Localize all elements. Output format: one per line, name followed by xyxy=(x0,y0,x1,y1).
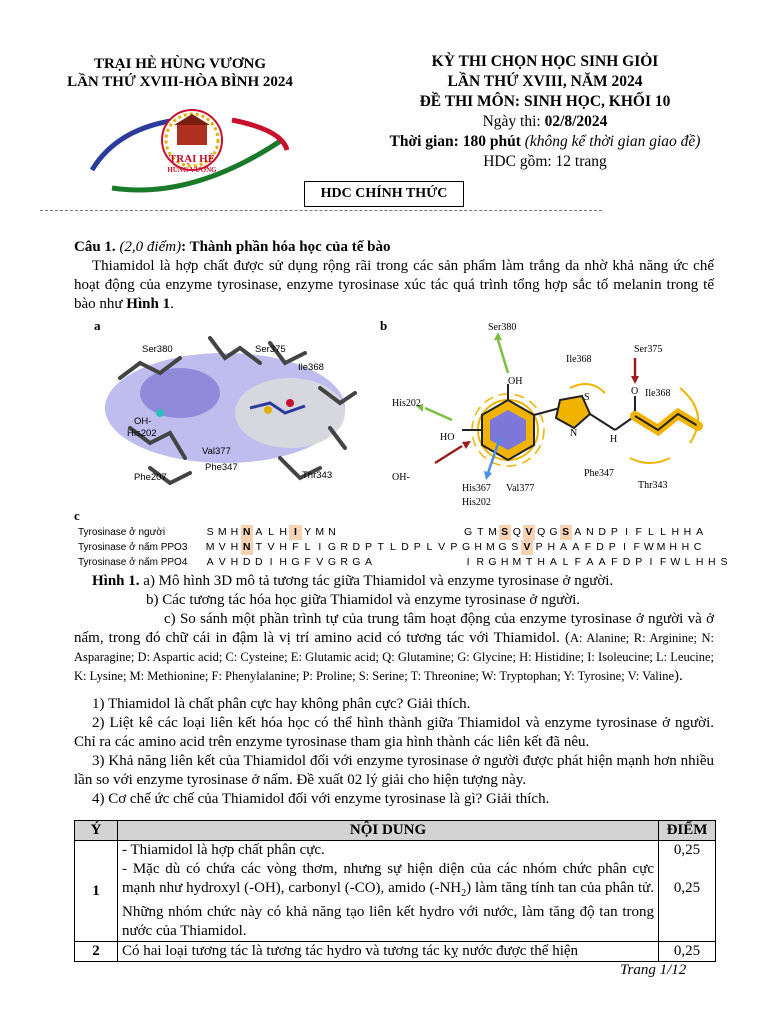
caption-legend: A: Alanine; R: Arginine; N: Asparagine; D: Aspartic acid; C: Cysteine; E: Glutamic acid; Q: Glutamine; G: Glycine; H: Histidine; I: Isoleucine; L: Leucine; K: Lysine; M: Methionine; F: Phenylalanine; P: Proline; S: Serine; T: Threonine; W: Tryptophan; Y: Tyrosine; V: Valine xyxy=(74,631,715,683)
row-2-content: Có hai loại tương tác là tương tác hydro và tương tác kỵ nước được thể hiện xyxy=(118,942,659,962)
question-intro xyxy=(74,238,714,314)
logo-text-2: HÙNG VƯƠNG xyxy=(167,166,217,174)
table-row xyxy=(75,841,716,942)
row-1-content xyxy=(118,841,659,942)
amino-acid: W xyxy=(670,556,681,568)
amino-acid: F xyxy=(659,556,667,568)
amino-acid: R xyxy=(340,541,348,553)
amino-acid: P xyxy=(535,541,543,553)
amino-acid: M xyxy=(488,526,497,538)
b-label-ser375: Ser375 xyxy=(634,344,663,355)
row-1-content-2-sub: 2 xyxy=(461,888,467,899)
amino-acid: G xyxy=(352,556,361,568)
amino-acid: D xyxy=(596,541,604,553)
amino-acid: G xyxy=(291,556,300,568)
amino-acid: V xyxy=(218,556,226,568)
exam-subject: ĐỀ THI MÔN: SINH HỌC, KHỐI 10 xyxy=(419,93,671,110)
amino-acid: P xyxy=(635,556,643,568)
amino-acid: G xyxy=(464,526,473,538)
b-label-ile368-right: Ile368 xyxy=(645,388,671,399)
amino-acid: P xyxy=(450,541,458,553)
header-left-line2: LẦN THỨ XVIII-HÒA BÌNH 2024 xyxy=(67,74,293,90)
b-label-his202: His202 xyxy=(392,398,421,409)
b-label-o: O xyxy=(631,386,639,397)
amino-acid: A xyxy=(549,556,557,568)
amino-acid: P xyxy=(610,526,618,538)
sub-question-3: 3) Khả năng liên kết của Thiamidol đối với enzyme tyrosinase ở người được phát hiện mạnh hơn nhiều lần so với enzyme tyrosinase ở nấm. Đề xuất 02 lý giải cho hiện tượng này. xyxy=(74,753,714,788)
row-1-score-1: 0,25 xyxy=(673,842,701,858)
amino-acid: A xyxy=(572,541,580,553)
a-label-phe207: Phe207 xyxy=(134,472,167,483)
amino-acid: H xyxy=(230,556,239,568)
caption-b: b) Các tương tác hóa học giữa Thiamidol và enzyme tyrosinase ở người. xyxy=(146,592,581,608)
amino-acid: F xyxy=(292,541,299,553)
amino-acid: N xyxy=(241,540,253,555)
question-heading xyxy=(74,238,714,257)
amino-acid: N xyxy=(328,526,336,538)
page-number: Trang 1/12 xyxy=(620,962,687,978)
a-label-oh: OH- xyxy=(134,416,152,427)
exam-date-label: Ngày thi: xyxy=(482,113,545,130)
amino-acid: V xyxy=(521,540,533,555)
answer-table xyxy=(74,820,716,962)
row-1-content-1: - Thiamidol là hợp chất phân cực. xyxy=(122,842,325,858)
panel-c-label: c xyxy=(74,508,80,523)
amino-acid: C xyxy=(693,541,702,553)
amino-acid: G xyxy=(488,556,497,568)
amino-acid: A xyxy=(696,526,704,538)
amino-acid: A xyxy=(206,556,214,568)
sequence-alignment xyxy=(74,525,734,571)
amino-acid: H xyxy=(500,556,509,568)
header-y: Ý xyxy=(75,821,118,841)
amino-acid: P xyxy=(365,541,373,553)
caption-close: ). xyxy=(674,668,683,684)
amino-acid: F xyxy=(304,556,311,568)
b-label-oh: OH xyxy=(508,376,523,387)
row-1-content-2b: ) làm tăng tính tan của phân tử. Những nhóm chức này có khả năng tạo liên kết hydro với nước, làm tăng độ tan trong nước của Thiamidol. xyxy=(122,880,654,939)
amino-acid: G xyxy=(549,526,558,538)
amino-acid: D xyxy=(242,556,251,568)
amino-acid: N xyxy=(586,526,594,538)
question-number: Câu 1. xyxy=(74,239,116,255)
amino-acid: M xyxy=(315,526,325,538)
amino-acid: V xyxy=(316,556,324,568)
amino-acid: Q xyxy=(512,526,521,538)
amino-acid: N xyxy=(241,525,253,540)
caption-c xyxy=(74,610,714,686)
sequence-segment xyxy=(204,540,704,555)
amino-acid: V xyxy=(267,541,275,553)
amino-acid: A xyxy=(574,526,582,538)
amino-acid: W xyxy=(643,541,654,553)
b-label-s: S xyxy=(584,392,590,403)
amino-acid: R xyxy=(476,556,485,568)
sub-questions xyxy=(74,695,714,809)
b-label-thr343: Thr343 xyxy=(638,480,668,491)
amino-acid: H xyxy=(279,556,288,568)
camp-logo xyxy=(82,100,302,196)
exam-time-note: (không kể thời gian giao đề) xyxy=(520,133,701,150)
panel-b-label: b xyxy=(380,318,388,333)
amino-acid: H xyxy=(537,556,546,568)
amino-acid: I xyxy=(649,556,653,568)
a-label-thr343: Thr343 xyxy=(302,470,333,481)
b-label-ile368-top: Ile368 xyxy=(566,354,592,365)
amino-acid: H xyxy=(681,541,690,553)
amino-acid: H xyxy=(695,556,704,568)
amino-acid: R xyxy=(340,556,348,568)
amino-acid: T xyxy=(525,556,533,568)
amino-acid: S xyxy=(511,541,519,553)
sequence-segment xyxy=(204,555,375,570)
a-label-ser380: Ser380 xyxy=(142,344,173,355)
amino-acid: D xyxy=(622,556,631,568)
caption-a xyxy=(74,572,714,591)
amino-acid: A xyxy=(586,556,594,568)
intro-end: . xyxy=(170,296,174,312)
amino-acid: M xyxy=(512,556,522,568)
logo-text-1: TRẠI HÈ xyxy=(168,153,216,165)
amino-acid: I xyxy=(289,525,301,540)
sequence-segment xyxy=(462,555,730,570)
row-2-y: 2 xyxy=(75,942,118,962)
amino-acid: L xyxy=(684,556,691,568)
amino-acid: A xyxy=(365,556,373,568)
b-label-phe347: Phe347 xyxy=(584,468,614,479)
amino-acid: L xyxy=(389,541,396,553)
b-label-ho: HO xyxy=(440,432,455,443)
a-label-ser375: Ser375 xyxy=(255,344,286,355)
amino-acid: F xyxy=(584,541,592,553)
table-row xyxy=(75,942,716,962)
amino-acid: G xyxy=(327,541,337,553)
amino-acid: M xyxy=(656,541,666,553)
amino-acid: I xyxy=(269,556,273,568)
sub-question-4: 4) Cơ chế ức chế của Thiamidol đối với enzyme tyrosinase là gì? Giải thích. xyxy=(92,791,550,807)
question-colon: : xyxy=(181,239,190,255)
amino-acid: L xyxy=(268,526,274,538)
sequence-label: Tyrosinase ở nấm PPO3 xyxy=(78,542,188,553)
amino-acid: F xyxy=(635,526,642,538)
amino-acid: M xyxy=(205,541,215,553)
exam-date-value: 02/8/2024 xyxy=(544,113,608,130)
amino-acid: G xyxy=(327,556,337,568)
a-label-val377: Val377 xyxy=(202,446,231,457)
amino-acid: A xyxy=(560,541,568,553)
exam-date xyxy=(340,112,750,132)
caption-figure-label: Hình 1. xyxy=(92,573,140,589)
sequence-label: Tyrosinase ở người xyxy=(78,527,166,538)
amino-acid: H xyxy=(669,541,678,553)
header-right xyxy=(340,52,750,172)
amino-acid: V xyxy=(438,541,446,553)
amino-acid: P xyxy=(608,541,616,553)
exam-pages: HDC gồm: 12 trang xyxy=(483,153,607,170)
amino-acid: P xyxy=(413,541,421,553)
amino-acid: D xyxy=(352,541,361,553)
amino-acid: L xyxy=(304,541,311,553)
amino-acid: L xyxy=(562,556,569,568)
official-answer-box: HDC CHÍNH THỨC xyxy=(304,181,464,207)
amino-acid: M xyxy=(486,541,495,553)
amino-acid: A xyxy=(255,526,263,538)
figure-caption xyxy=(74,572,714,686)
amino-acid: S xyxy=(206,526,214,538)
figure-1-ab xyxy=(90,318,720,510)
amino-acid: H xyxy=(683,526,692,538)
amino-acid: H xyxy=(230,541,239,553)
amino-acid: G xyxy=(461,541,471,553)
sequence-segment xyxy=(204,525,338,540)
amino-acid: I xyxy=(318,541,322,553)
header-left-line1: TRẠI HÈ HÙNG VƯƠNG xyxy=(93,56,267,72)
amino-acid: F xyxy=(633,541,640,553)
amino-acid: S xyxy=(560,525,572,540)
intro-figure-ref: Hình 1 xyxy=(126,296,171,312)
sub-question-2: 2) Liệt kê các loại liên kết hóa học có thể hình thành giữa Thiamidol và enzyme tyrosinase ở người. Chỉ ra các amino acid trên enzyme tyrosinase tham gia hình thành các liên kết đã nêu. xyxy=(74,715,714,750)
sequence-segment xyxy=(462,525,706,540)
amino-acid: A xyxy=(598,556,606,568)
header-content: NỘI DUNG xyxy=(118,821,659,841)
caption-c-text: c) So sánh một phần trình tự của trung tâm hoạt động của enzyme tyrosinase ở người và ở nấm, trong đó chữ cái in đậm là vị trí amino acid có tương tác với Thiamidol. ( xyxy=(74,611,714,646)
b-label-n: N xyxy=(570,428,578,439)
b-label-ser380: Ser380 xyxy=(488,322,517,333)
amino-acid: H xyxy=(230,526,239,538)
header-divider xyxy=(40,210,602,211)
amino-acid: F xyxy=(574,556,581,568)
amino-acid: D xyxy=(401,541,409,553)
b-label-his202-bottom: His202 xyxy=(462,497,491,508)
exam-title-2: LẦN THỨ XVIII, NĂM 2024 xyxy=(447,73,643,90)
row-1-content-2a: - Mặc dù có chứa các vòng thơm, nhưng sự hiện diện của các nhóm chức phân cực mạnh như hydroxyl (-OH), carbonyl (-CO), amido (-NH xyxy=(122,861,654,896)
amino-acid: L xyxy=(647,526,654,538)
sequence-label: Tyrosinase ở nấm PPO4 xyxy=(78,557,188,568)
amino-acid: L xyxy=(426,541,433,553)
amino-acid: D xyxy=(255,556,263,568)
a-label-ile368: Ile368 xyxy=(298,362,324,373)
a-label-phe347: Phe347 xyxy=(205,462,238,473)
amino-acid: H xyxy=(547,541,556,553)
b-label-oh-minus: OH- xyxy=(392,472,410,483)
amino-acid: I xyxy=(625,526,628,538)
amino-acid: I xyxy=(623,541,626,553)
sub-question-1: 1) Thiamidol là chất phân cực hay không phân cực? Giải thích. xyxy=(92,696,471,712)
table-header-row xyxy=(75,821,716,841)
amino-acid: L xyxy=(660,526,667,538)
b-label-his367: His367 xyxy=(462,483,491,494)
amino-acid: S xyxy=(720,556,728,568)
exam-time xyxy=(340,132,750,152)
amino-acid: G xyxy=(498,541,507,553)
amino-acid: I xyxy=(466,556,470,568)
panel-a-label: a xyxy=(94,318,101,333)
row-1-score xyxy=(659,841,716,942)
amino-acid: T xyxy=(255,541,263,553)
amino-acid: H xyxy=(671,526,680,538)
b-label-val377: Val377 xyxy=(506,483,535,494)
b-label-h: H xyxy=(610,434,618,445)
amino-acid: F xyxy=(611,556,618,568)
exam-time-label: Thời gian: 180 phút xyxy=(389,133,521,150)
question-title: Thành phần hóa học của tế bào xyxy=(189,239,391,255)
amino-acid: Q xyxy=(537,526,546,538)
amino-acid: M xyxy=(217,526,227,538)
amino-acid: T xyxy=(377,541,384,553)
amino-acid: S xyxy=(499,525,511,540)
amino-acid: T xyxy=(477,526,484,538)
amino-acid: V xyxy=(523,525,535,540)
question-points: (2,0 điểm) xyxy=(115,239,182,255)
question-intro-text xyxy=(74,257,714,314)
amino-acid: H xyxy=(708,556,716,568)
row-1-y: 1 xyxy=(75,841,118,942)
header-score: ĐIỂM xyxy=(659,821,716,841)
intro-text: Thiamidol là hợp chất được sử dụng rộng rãi trong các sản phẩm làm trắng da nhờ khả năng ức chế hoạt động của enzyme tyrosinase, enzyme tyrosinase xúc tác quá trình tổng hợp sắc tố melanin trong tế bào như xyxy=(74,258,714,312)
amino-acid: V xyxy=(218,541,226,553)
header-left xyxy=(30,55,330,91)
exam-title-1: KỲ THI CHỌN HỌC SINH GIỎI xyxy=(431,53,659,70)
amino-acid: H xyxy=(474,541,483,553)
row-2-score: 0,25 xyxy=(659,942,716,962)
amino-acid: Y xyxy=(304,526,312,538)
a-label-his202: His202 xyxy=(127,428,157,439)
row-1-content-2 xyxy=(122,860,654,941)
caption-a-text: a) Mô hình 3D mô tả tương tác giữa Thiamidol và enzyme tyrosinase ở người. xyxy=(139,573,614,589)
amino-acid: H xyxy=(279,541,288,553)
row-1-score-2: 0,25 xyxy=(673,880,701,896)
amino-acid: D xyxy=(598,526,606,538)
amino-acid: H xyxy=(279,526,288,538)
